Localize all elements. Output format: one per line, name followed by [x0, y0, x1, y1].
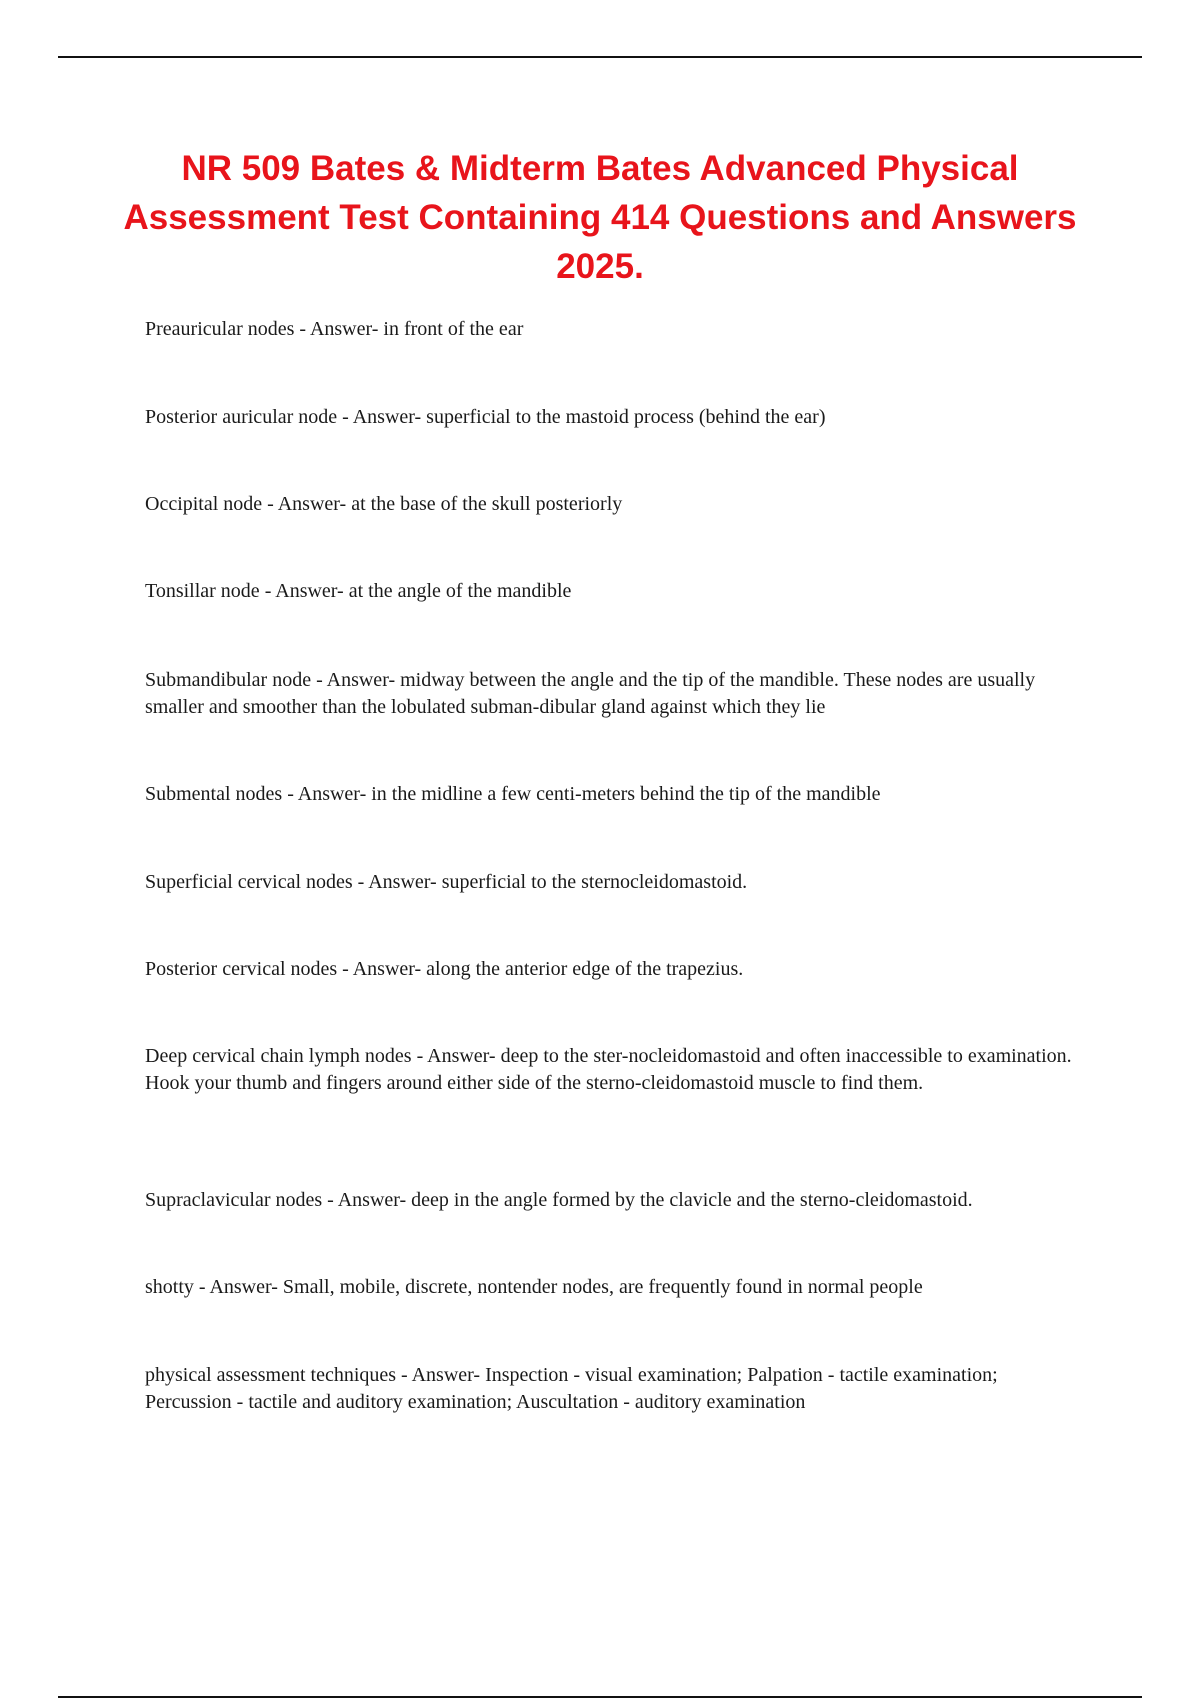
- qa-item: Supraclavicular nodes - Answer- deep in the angle formed by the clavicle and the sterno-cleidomastoid.: [145, 1189, 973, 1211]
- document-title: NR 509 Bates & Midterm Bates Advanced Physical Assessment Test Containing 414 Questions and Answers 2025.: [123, 149, 1077, 286]
- qa-item: Submental nodes - Answer- in the midline a few centi-meters behind the tip of the mandible: [145, 783, 881, 805]
- qa-item: Preauricular nodes - Answer- in front of the ear: [145, 318, 524, 340]
- qa-item: Occipital node - Answer- at the base of the skull posteriorly: [145, 493, 623, 515]
- qa-item: Posterior cervical nodes - Answer- along the anterior edge of the trapezius.: [145, 958, 744, 980]
- bottom-rule: [58, 1696, 1142, 1698]
- qa-item: Submandibular node - Answer- midway between the angle and the tip of the mandible. These nodes are usually smaller and smoother than the lobulated subman-dibular gland against which they lie: [145, 669, 1036, 718]
- qa-item: Superficial cervical nodes - Answer- superficial to the sternocleidomastoid.: [145, 871, 748, 893]
- qa-item: Deep cervical chain lymph nodes - Answer- deep to the ster-nocleidomastoid and often inaccessible to examination. Hook your thumb and fingers around either side of the sterno-cleidomastoid muscle to find them.: [145, 1045, 1072, 1094]
- qa-item: Tonsillar node - Answer- at the angle of the mandible: [145, 580, 572, 602]
- top-rule: [58, 56, 1142, 58]
- qa-item: physical assessment techniques - Answer- Inspection - visual examination; Palpation - tactile examination; Percussion - tactile and auditory examination; Auscultation - auditory examination: [145, 1364, 998, 1413]
- qa-item: shotty - Answer- Small, mobile, discrete, nontender nodes, are frequently found in normal people: [145, 1276, 923, 1298]
- qa-item: Posterior auricular node - Answer- superficial to the mastoid process (behind the ear): [145, 406, 826, 428]
